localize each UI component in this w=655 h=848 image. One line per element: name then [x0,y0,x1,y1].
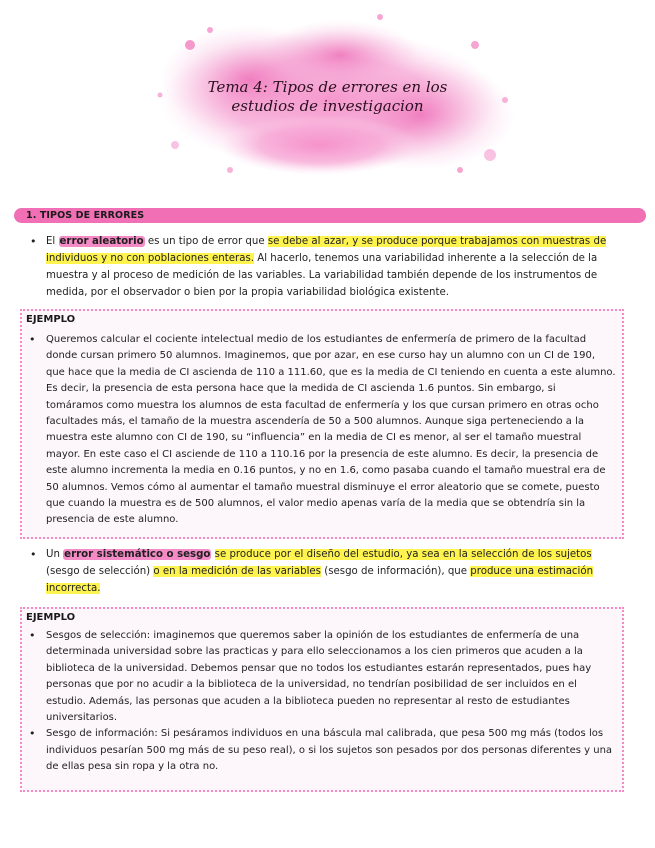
text: Al hacerlo, tenemos una variabilidad inherente a la selección de la muestra y al proceso de medición de las variables. La variabilidad también depende de los instrumentos de medida, por el observador o bien por la propia variabilidad biológica existente. [46,253,598,298]
bullet-icon: • [29,727,36,741]
highlight-text: o en la medición de las variables [153,566,321,577]
example-1-text: Queremos calcular el cociente intelectual medio de los estudiantes de enfermería de primero de la facultad donde cursan primero 50 alumnos. Imaginemos, que por azar, en ese curso hay un alumno con un CI de 190, que hace que la media de CI ascienda de 110 a 111.60, que es la media de CI teniendo en cuenta a este alumno. Es decir, la presencia de esta persona hace que la medida de CI ascienda 1.6 puntos. Sin embargo, si tomáramos como muestra los alumnos de esta facultad de enfermería y los que cursan primero en otras ocho facultades más, el tamaño de la muestra ascendería de 50 a 500 alumnos. Aunque siga perteneciendo a la muestra este alumno con CI de 190, su “influencia” en la media de CI es menor, al ser el tamaño muestral mayor. En este caso el CI asciende de 110 a 110.16 por la presencia de este alumno. Es decir, la presencia de este alumno incrementa la media en 0.16 puntos, y no en 1.6, como pasaba cuando el tamaño muestral era de 50 alumnos. Vemos cómo al aumentar el tamaño muestral disminuye el error aleatorio que se comete, puesto que cuando la muestra es de 500 alumnos, el valor medio apenas varía de la media que se obtendría sin la presencia de este alumno. [46,334,616,526]
example-box-1 [20,309,624,539]
example-label: EJEMPLO [26,612,76,623]
highlight-text: produce una estimación incorrecta. [46,566,594,594]
example-box-2 [20,607,624,792]
text: (sesgo de selección) [46,566,154,577]
highlight-text: se produce por el diseño del estudio, ya sea en la selección de los sujetos [214,549,592,560]
example-text [26,332,616,529]
list-item [26,726,616,775]
text: El [46,236,59,247]
highlight-text: se debe al azar, y se produce porque trabajamos con muestras de individuos y no con poblaciones enteras. [46,236,607,264]
example-text [26,628,616,776]
example-label: EJEMPLO [26,314,76,325]
list-item [26,628,616,726]
title-line-1: Tema 4: Tipos de errores en los [207,78,448,96]
text: es un tipo de error que [144,236,268,247]
sesgo-seleccion-text: Sesgos de selección: imaginemos que queremos saber la opinión de los estudiantes de enfermería de una determinada universidad sobre las practicas y para ello seleccionamos a los cien primeros que acuden a la biblioteca de la universidad. Debemos pensar que no todos los estudiantes estarán representados, pues hay personas que por no acudir a la biblioteca de la universidad, no tendrían posibilidad de ser incluidos en el estudio. Además, las personas que acuden a la biblioteca pueden no representar al resto de estudiantes universitarios. [46,630,592,724]
title-line-2: estudios de investigacion [231,97,424,115]
page-title [150,78,505,116]
bullet-icon: • [29,333,36,346]
bullet-icon: • [30,235,37,248]
paragraph-error-sistematico [28,546,626,597]
bullet-icon: • [29,629,36,642]
term-error-sistematico: error sistemático o sesgo [64,549,211,560]
text: (sesgo de información), que [320,566,471,577]
list-item [26,332,616,529]
text: Un [46,549,64,560]
bullet-icon: • [30,548,37,561]
paragraph-error-aleatorio [28,233,626,301]
section-title: 1. TIPOS DE ERRORES [26,210,145,221]
sesgo-informacion-text: Sesgo de información: Si pesáramos individuos en una báscula mal calibrada, que pesa 500 mg más (todos los individuos pesarían 500 mg más de su peso real), o si los sujetos son pesados por dos personas diferentes y una de ellas pesa sin ropa y la otra no. [46,728,613,773]
term-error-aleatorio: error aleatorio [59,236,144,247]
